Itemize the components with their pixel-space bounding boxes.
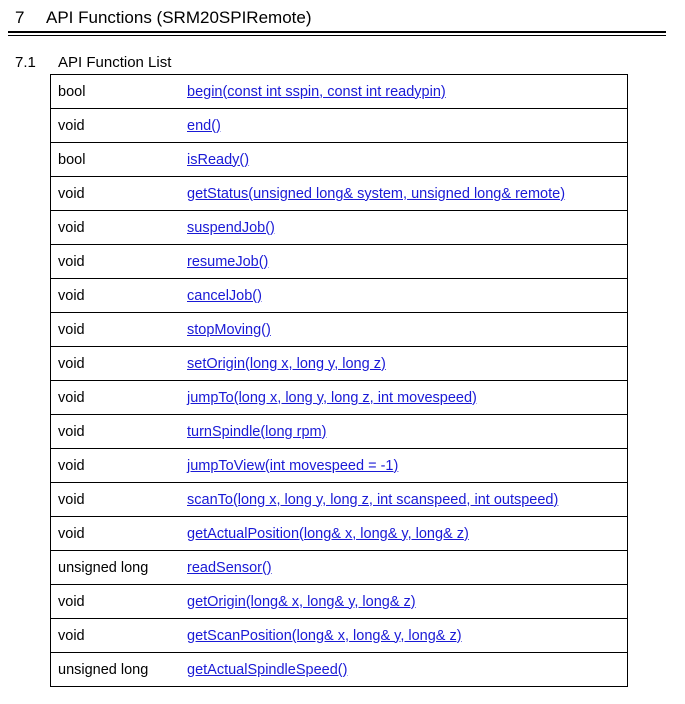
heading-rule-thick [8,31,666,33]
function-link[interactable]: scanTo(long x, long y, long z, int scanspeed, int outspeed) [187,491,559,508]
table-row [51,415,628,449]
section-heading [15,54,171,72]
return-type-cell: bool [51,75,180,109]
return-type-cell: void [51,245,180,279]
signature-cell [179,347,628,381]
section-title: API Function List [58,54,172,71]
signature-cell [179,381,628,415]
table-row [51,75,628,109]
signature-cell [179,483,628,517]
api-function-table [50,74,628,687]
table-row [51,449,628,483]
api-function-table-body [51,75,628,687]
signature-cell [179,75,628,109]
return-type-cell: void [51,211,180,245]
function-link[interactable]: jumpToView(int movespeed = -1) [187,457,399,474]
table-row [51,313,628,347]
signature-cell [179,585,628,619]
signature-cell [179,177,628,211]
signature-cell [179,313,628,347]
table-row [51,585,628,619]
return-type-cell: unsigned long [51,653,180,687]
table-row [51,177,628,211]
table-row [51,211,628,245]
signature-cell [179,653,628,687]
table-row [51,653,628,687]
return-type-cell: void [51,483,180,517]
return-type-cell: void [51,449,180,483]
table-row [51,619,628,653]
return-type-cell: void [51,381,180,415]
section-number: 7.1 [15,54,36,71]
function-link[interactable]: setOrigin(long x, long y, long z) [187,355,386,372]
table-row [51,143,628,177]
table-row [51,347,628,381]
return-type-cell: void [51,415,180,449]
function-link[interactable]: readSensor() [187,559,272,576]
table-row [51,109,628,143]
table-row [51,551,628,585]
signature-cell [179,211,628,245]
return-type-cell: void [51,313,180,347]
return-type-cell: void [51,517,180,551]
return-type-cell: void [51,109,180,143]
function-link[interactable]: getOrigin(long& x, long& y, long& z) [187,593,416,610]
return-type-cell: void [51,585,180,619]
return-type-cell: void [51,347,180,381]
signature-cell [179,551,628,585]
return-type-cell: void [51,619,180,653]
function-link[interactable]: jumpTo(long x, long y, long z, int movespeed) [187,389,477,406]
table-row [51,279,628,313]
chapter-number: 7 [15,8,25,27]
heading-rule-thin [8,35,666,36]
signature-cell [179,279,628,313]
table-row [51,245,628,279]
signature-cell [179,143,628,177]
signature-cell [179,619,628,653]
function-link[interactable]: getActualSpindleSpeed() [187,661,348,678]
function-link[interactable]: getStatus(unsigned long& system, unsigned long& remote) [187,185,566,202]
function-link[interactable]: begin(const int sspin, const int readypin) [187,83,446,100]
return-type-cell: bool [51,143,180,177]
function-link[interactable]: end() [187,117,221,134]
function-link[interactable]: isReady() [187,151,250,168]
function-link[interactable]: resumeJob() [187,253,269,270]
table-row [51,483,628,517]
function-link[interactable]: getScanPosition(long& x, long& y, long& z) [187,627,462,644]
chapter-title: API Functions (SRM20SPIRemote) [46,8,312,27]
chapter-heading [15,8,311,28]
function-link[interactable]: suspendJob() [187,219,275,236]
table-row [51,517,628,551]
function-link[interactable]: getActualPosition(long& x, long& y, long& z) [187,525,469,542]
function-link[interactable]: stopMoving() [187,321,271,338]
return-type-cell: void [51,177,180,211]
function-link[interactable]: cancelJob() [187,287,262,304]
function-link[interactable]: turnSpindle(long rpm) [187,423,327,440]
signature-cell [179,449,628,483]
signature-cell [179,415,628,449]
signature-cell [179,245,628,279]
return-type-cell: void [51,279,180,313]
table-row [51,381,628,415]
signature-cell [179,109,628,143]
return-type-cell: unsigned long [51,551,180,585]
signature-cell [179,517,628,551]
